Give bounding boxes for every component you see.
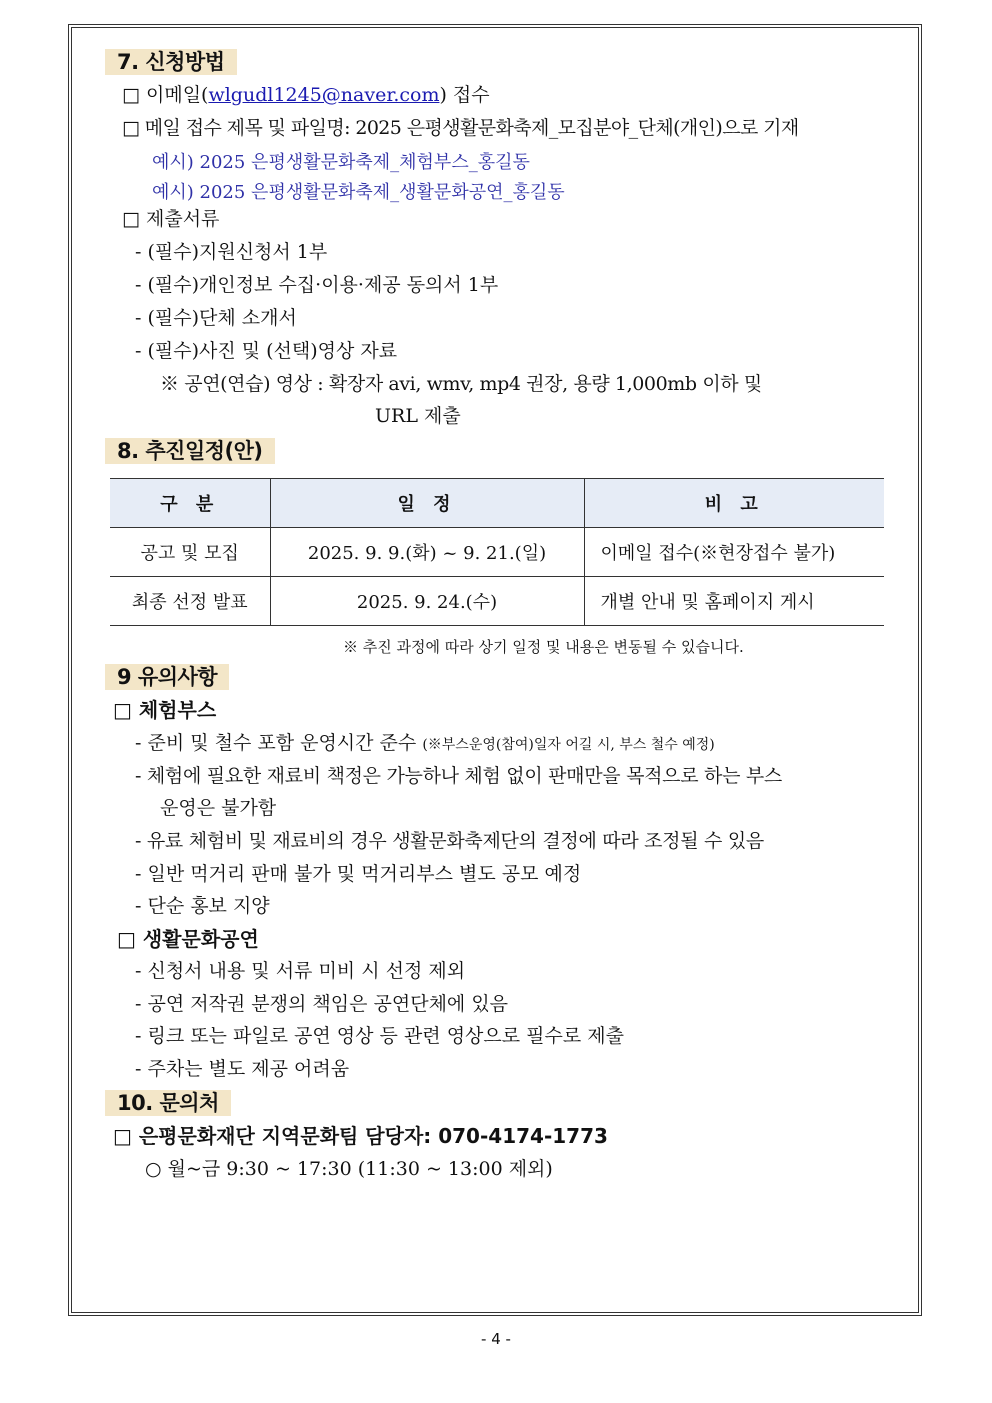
doc-item-1: - (필수)지원신청서 1부 (135, 241, 328, 263)
booth-item-2: - 체험에 필요한 재료비 책정은 가능하나 체험 없이 판매만을 목적으로 하는 부스 (135, 765, 782, 787)
section7-title: 7. 신청방법 (105, 49, 237, 75)
cell-remarks: 이메일 접수(※현장접수 불가) (584, 528, 884, 577)
example-line-1: 예시) 2025 은평생활문화축제_체험부스_홍길동 (152, 152, 530, 173)
table-row (110, 577, 884, 626)
booth-item-1-text: - 준비 및 철수 포함 운영시간 준수 (135, 732, 417, 754)
table-row (110, 528, 884, 577)
example-line-2: 예시) 2025 은평생활문화축제_생활문화공연_홍길동 (152, 182, 565, 203)
schedule-table (110, 478, 884, 626)
cell-remarks: 개별 안내 및 홈페이지 게시 (584, 577, 884, 626)
cell-category: 최종 선정 발표 (110, 577, 270, 626)
email-suffix: ) 접수 (439, 84, 490, 106)
doc-item-4: - (필수)사진 및 (선택)영상 자료 (135, 340, 398, 362)
performance-item-3: - 링크 또는 파일로 공연 영상 등 관련 영상으로 필수로 제출 (135, 1025, 624, 1047)
docs-heading: □ 제출서류 (122, 208, 220, 230)
header-schedule: 일 정 (270, 479, 584, 528)
doc-item-3: - (필수)단체 소개서 (135, 307, 297, 329)
section9-title: 9 유의사항 (105, 664, 229, 690)
page-number: - 4 - (481, 1330, 511, 1348)
video-note-line-2: URL 제출 (375, 405, 461, 427)
performance-item-1: - 신청서 내용 및 서류 미비 시 선정 제외 (135, 960, 466, 982)
section8-title: 8. 추진일정(안) (105, 438, 275, 464)
schedule-header-row (110, 479, 884, 528)
booth-item-2-cont: 운영은 불가함 (160, 797, 277, 819)
cell-category: 공고 및 모집 (110, 528, 270, 577)
schedule-note: ※ 추진 과정에 따라 상기 일정 및 내용은 변동될 수 있습니다. (343, 638, 744, 656)
booth-heading: □ 체험부스 (113, 698, 217, 722)
performance-item-4: - 주차는 별도 제공 어려움 (135, 1058, 350, 1080)
booth-item-1 (135, 730, 715, 758)
video-note-line-1: ※ 공연(연습) 영상 : 확장자 avi, wmv, mp4 권장, 용량 1,000mb 이하 및 (160, 373, 762, 395)
booth-item-3: - 유료 체험비 및 재료비의 경우 생활문화축제단의 결정에 따라 조정될 수 있음 (135, 830, 764, 852)
email-link[interactable]: wlgudl1245@naver.com (208, 84, 440, 106)
subject-line: □ 메일 접수 제목 및 파일명: 2025 은평생활문화축제_모집분야_단체(개인)으로 기재 (122, 117, 799, 139)
hours-line: ○ 월~금 9:30 ~ 17:30 (11:30 ~ 13:00 제외) (145, 1158, 553, 1180)
doc-item-2: - (필수)개인정보 수집·이용·제공 동의서 1부 (135, 274, 499, 296)
performance-item-2: - 공연 저작권 분쟁의 책임은 공연단체에 있음 (135, 993, 509, 1015)
header-remarks: 비 고 (584, 479, 884, 528)
cell-schedule: 2025. 9. 9.(화) ~ 9. 21.(일) (270, 528, 584, 577)
booth-item-4: - 일반 먹거리 판매 불가 및 먹거리부스 별도 공모 예정 (135, 863, 582, 885)
cell-schedule: 2025. 9. 24.(수) (270, 577, 584, 626)
email-prefix: □ 이메일( (122, 84, 209, 106)
header-category: 구 분 (110, 479, 270, 528)
performance-heading: □ 생활문화공연 (117, 927, 259, 951)
booth-item-1-note: (※부스운영(참여)일자 어길 시, 부스 철수 예정) (422, 737, 715, 753)
booth-item-5: - 단순 홍보 지양 (135, 895, 270, 917)
section10-title: 10. 문의처 (105, 1090, 231, 1116)
contact-line: □ 은평문화재단 지역문화팀 담당자: 070-4174-1773 (113, 1124, 608, 1148)
email-line (122, 82, 490, 108)
